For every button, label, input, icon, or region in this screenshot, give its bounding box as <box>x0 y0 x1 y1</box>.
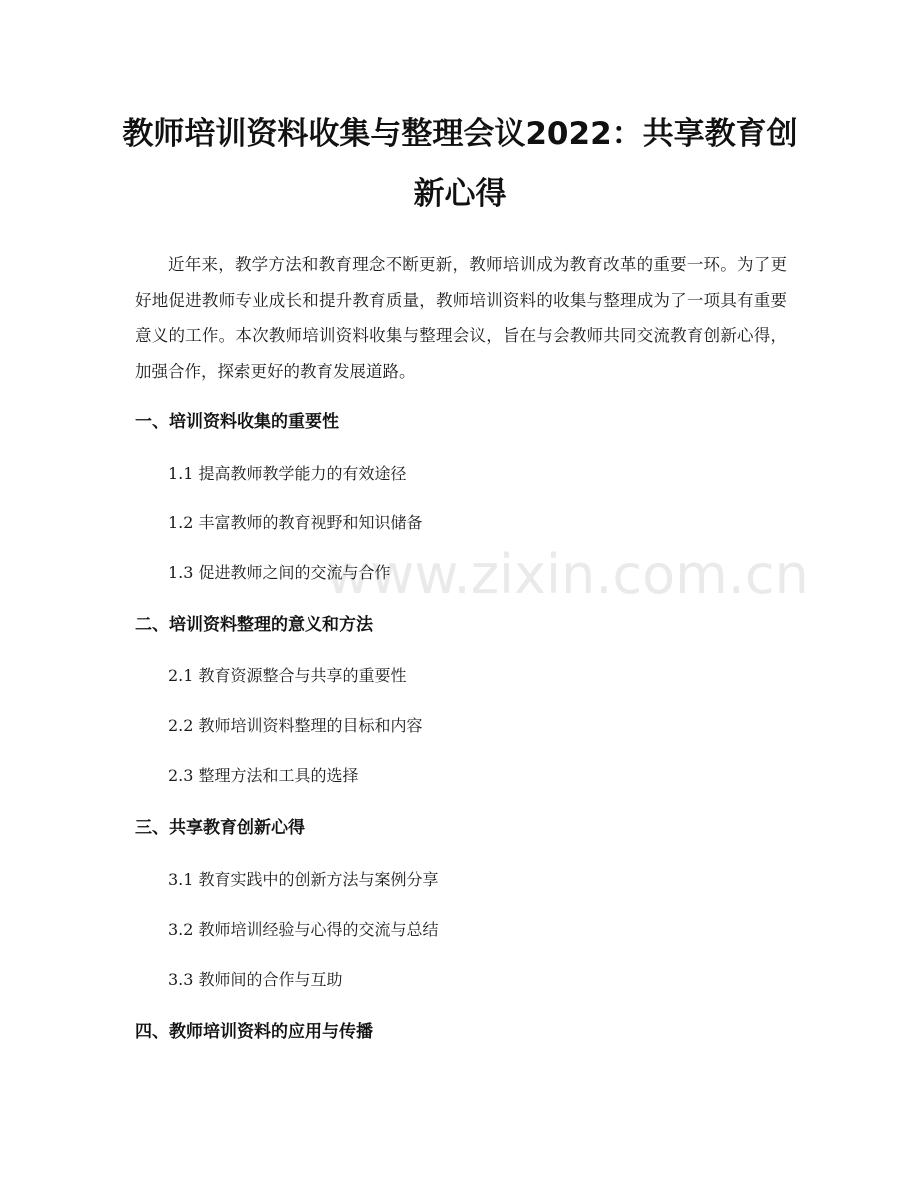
section-1-item-2: 1.2 丰富教师的教育视野和知识储备 <box>168 513 423 532</box>
section-3-item-1: 3.1 教育实践中的创新方法与案例分享 <box>168 870 439 889</box>
section-heading-2: 二、培训资料整理的意义和方法 <box>135 615 373 635</box>
section-heading-3: 三、共享教育创新心得 <box>135 818 305 838</box>
section-1-item-1: 1.1 提高教师教学能力的有效途径 <box>168 464 407 483</box>
section-2-item-1: 2.1 教育资源整合与共享的重要性 <box>168 666 407 685</box>
section-2-item-3: 2.3 整理方法和工具的选择 <box>168 766 359 785</box>
watermark: www.zixin.com.cn <box>326 543 809 606</box>
section-heading-4: 四、教师培训资料的应用与传播 <box>135 1022 373 1042</box>
section-3-item-3: 3.3 教师间的合作与互助 <box>168 970 343 989</box>
document-title: 教师培训资料收集与整理会议2022：共享教育创新心得 <box>122 116 798 212</box>
intro-paragraph: 近年来，教学方法和教育理念不断更新，教师培训成为教育改革的重要一环。为了更好地促进教师专业成长和提升教育质量，教师培训资料的收集与整理成为了一项具有重要意义的工作。本次教师培训资料收集与整理会议，旨在与会教师共同交流教育创新心得，加强合作，探索更好的教育发展道路。 <box>135 255 787 381</box>
section-3-item-2: 3.2 教师培训经验与心得的交流与总结 <box>168 920 439 939</box>
section-1-item-3: 1.3 促进教师之间的交流与合作 <box>168 563 391 582</box>
section-heading-1: 一、培训资料收集的重要性 <box>135 412 339 432</box>
section-2-item-2: 2.2 教师培训资料整理的目标和内容 <box>168 716 423 735</box>
